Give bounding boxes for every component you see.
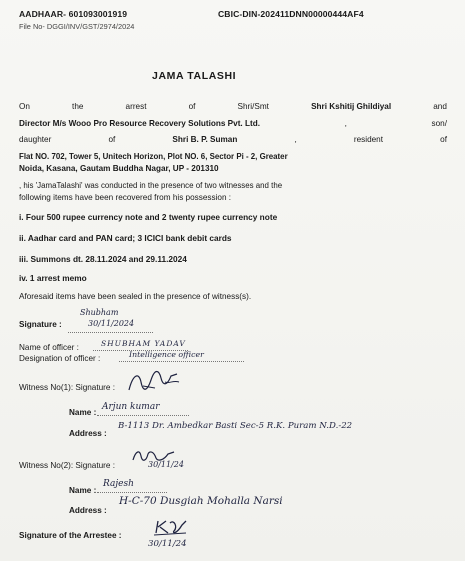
aadhaar-number: AADHAAR- 601093001919 [19,9,128,19]
intro-line-3: daughter of Shri B. P. Suman , resident of [19,135,447,144]
witness1-signature-label: Witness No(1): Signature : [19,383,116,392]
sealed-statement: Aforesaid items have been sealed in the presence of witness(s). [19,292,252,301]
arrestee-name: Shri Kshitij Ghildiyal [311,102,392,111]
witness1-address-value: B-1113 Dr. Ambedkar Basti Sec-5 R.K. Puram N.D.-22 [118,421,353,431]
officer-signature-mark: Shubham [80,308,119,317]
intro-line-2: Director M/s Wooo Pro Resource Recovery Solutions Pvt. Ltd. , son/ [19,119,447,128]
witness1-signature [125,368,185,396]
officer-name-value: SHUBHAM YADAV [101,339,186,348]
witness2-name-field [97,479,167,493]
intro-line-4: , his 'JamaTalashi' was conducted in the presence of two witnesses and the [19,181,283,190]
witness2-signature [130,448,200,476]
witness2-address-field [115,494,455,514]
designation-field [119,350,244,362]
cbic-din: CBIC-DIN-202411DNN00000444AF4 [218,9,364,19]
officer-name-label: Name of officer : [19,343,79,352]
arrestee-signature-label: Signature of the Arrestee : [19,531,122,540]
witness1-name-field [97,402,189,416]
witness1-name-value: Arjun kumar [102,402,160,412]
arrestee-signature-date: 30/11/24 [148,539,187,549]
father-name: Shri B. P. Suman [172,135,238,144]
witness1-address-field [115,421,458,436]
page-title: JAMA TALASHI [152,70,237,82]
witness2-name-value: Rajesh [103,479,134,489]
intro-line-5: following items have been recovered from his possession : [19,193,232,202]
address-line-1: Flat NO. 702, Tower 5, Unitech Horizon, Plot NO. 6, Sector Pi - 2, Greater [19,152,288,161]
officer-signature-date: 30/11/2024 [88,319,135,328]
witness1-address-label: Address : [69,429,107,438]
witness2-name-label: Name : [69,486,97,495]
list-item: iv. 1 arrest memo [19,273,87,283]
company-name: Director M/s Wooo Pro Resource Recovery Solutions Pvt. Ltd. [19,119,260,128]
designation-value: Intelligence officer [129,350,204,359]
arrestee-signature [140,517,210,557]
officer-signature [68,310,153,333]
intro-line-1: On the arrest of Shri/Smt Shri Kshitij Ghildiyal and [19,102,447,111]
list-item: iii. Summons dt. 28.11.2024 and 29.11.2024 [19,254,187,264]
signature-label: Signature : [19,320,62,329]
designation-label: Designation of officer : [19,354,101,363]
witness2-address-value: H-C-70 Dusgiah Mohalla Narsi [119,495,283,507]
witness2-address-label: Address : [69,506,107,515]
file-number: File No- DGGI/INV/GST/2974/2024 [19,22,135,31]
list-item: ii. Aadhar card and PAN card; 3 ICICI bank debit cards [19,233,232,243]
witness1-name-label: Name : [69,408,97,417]
witness2-signature-date: 30/11/24 [148,460,184,469]
witness2-signature-label: Witness No(2): Signature : [19,461,116,470]
list-item: i. Four 500 rupee currency note and 2 twenty rupee currency note [19,212,278,222]
address-line-2: Noida, Kasana, Gautam Buddha Nagar, UP - 201310 [19,164,219,173]
